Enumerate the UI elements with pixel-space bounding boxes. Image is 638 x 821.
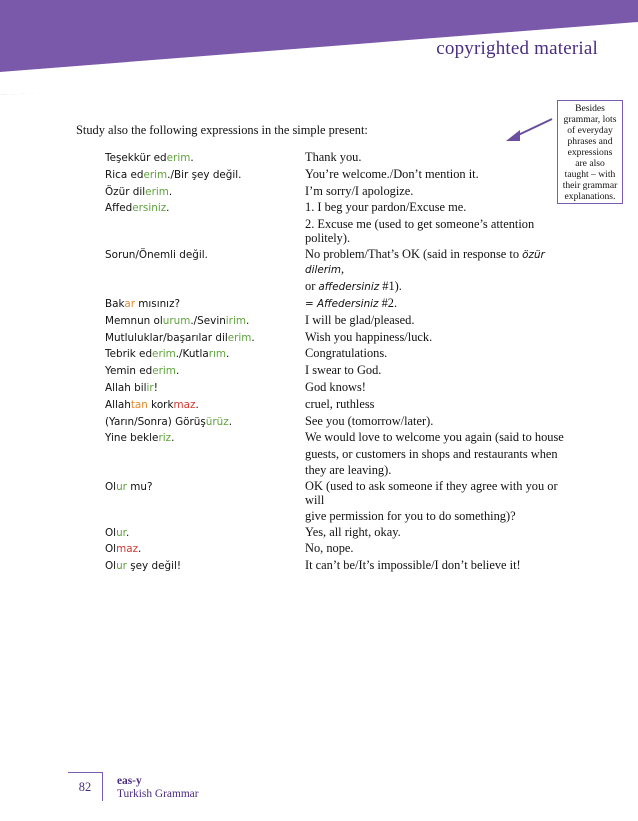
turkish-text: ! (153, 381, 158, 394)
expression-row (105, 525, 575, 540)
english-text: Congratulations. (305, 346, 388, 361)
turkish-expression (105, 430, 305, 445)
turkish-expression (105, 200, 305, 215)
expression-row (105, 447, 575, 461)
english-translation (305, 296, 575, 311)
turkish-text: . (175, 365, 180, 378)
turkish-text: (Yarın/Sonra) Görüş (105, 415, 206, 428)
english-translation (305, 247, 575, 277)
english-translation (305, 200, 575, 215)
turkish-text: . (190, 152, 194, 164)
arrow-icon (500, 115, 556, 145)
english-text: #1). (379, 279, 402, 294)
suffix-highlight: maz (173, 398, 196, 411)
turkish-text: Ol (105, 526, 117, 539)
expression-table (105, 150, 575, 575)
turkish-text: Yine bekle (105, 432, 159, 445)
turkish-expression (105, 279, 305, 294)
english-translation (305, 414, 575, 429)
suffix-highlight: ur (116, 526, 126, 539)
expression-row (105, 541, 575, 556)
turkish-expression (105, 447, 305, 461)
english-translation (305, 397, 575, 412)
turkish-text: Özür dil (105, 185, 146, 198)
expression-row (105, 380, 575, 395)
expression-row (105, 247, 575, 277)
english-translation (305, 167, 575, 182)
suffix-highlight: tan (130, 398, 148, 411)
turkish-text: Tebrik ed (105, 348, 153, 361)
expression-row (105, 463, 575, 477)
english-translation (305, 346, 575, 361)
turkish-text: Mutluluklar/başarılar dil (105, 331, 228, 344)
expression-row (105, 279, 575, 294)
turkish-text: . (125, 526, 130, 539)
suffix-highlight: erim (227, 331, 252, 344)
suffix-highlight: erim (145, 185, 169, 198)
english-text: , (341, 262, 345, 277)
english-translation (305, 380, 575, 395)
turkish-text: Affed (105, 202, 133, 215)
suffix-highlight: ur (116, 560, 127, 573)
expression-row (105, 330, 575, 345)
english-text: 1. I beg your pardon/Excuse me. (305, 200, 467, 215)
english-translation (305, 479, 575, 507)
english-translation (305, 558, 575, 573)
expression-row (105, 397, 575, 412)
copyright-label: copyrighted material (436, 38, 598, 59)
english-text: See you (tomorrow/later). (305, 413, 434, 428)
turkish-text: ./Sevin (190, 314, 226, 327)
english-text: I swear to God. (305, 363, 382, 378)
english-translation (305, 150, 575, 165)
turkish-expression (105, 509, 305, 523)
english-text: No, nope. (305, 541, 354, 556)
side-note-line: phrases and (567, 136, 613, 147)
turkish-text: Ol (105, 543, 117, 556)
english-translation (305, 217, 575, 245)
italic-term: özür dilerim (305, 249, 545, 277)
english-text: We would love to welcome you again (said to house (305, 430, 564, 445)
turkish-text: . (195, 398, 199, 411)
turkish-text: mu? (126, 480, 153, 493)
italic-term: affedersiniz (318, 281, 380, 294)
suffix-highlight: ar (124, 297, 135, 310)
suffix-highlight: erim (166, 152, 191, 164)
expression-row (105, 479, 575, 507)
turkish-expression (105, 479, 305, 507)
expression-row (105, 296, 575, 311)
english-text: God knows! (305, 379, 366, 394)
side-note-line: expressions (567, 147, 613, 158)
expression-row (105, 509, 575, 523)
expression-row (105, 184, 575, 199)
english-translation (305, 541, 575, 556)
suffix-highlight: erim (143, 168, 168, 181)
expression-row (105, 150, 575, 165)
turkish-expression (105, 414, 305, 429)
expression-row (105, 200, 575, 215)
suffix-highlight: ersiniz (132, 202, 167, 215)
suffix-highlight: irim (225, 314, 246, 327)
turkish-expression (105, 380, 305, 395)
english-text: No problem/That’s OK (said in response to (305, 247, 523, 262)
turkish-expression (105, 346, 305, 361)
turkish-text: Yemin ed (105, 365, 153, 378)
expression-row (105, 346, 575, 361)
turkish-text: Rica ed (105, 168, 144, 181)
turkish-text: Sorun/Önemli değil. (105, 249, 208, 262)
english-translation (305, 279, 575, 294)
expression-row (105, 313, 575, 328)
expression-row (105, 217, 575, 245)
english-translation (305, 463, 575, 477)
turkish-text: . (168, 185, 173, 198)
side-note-line: of everyday (567, 125, 613, 136)
turkish-text: şey değil! (126, 560, 182, 573)
turkish-expression (105, 247, 305, 277)
turkish-text: . (228, 415, 233, 428)
turkish-text: . (166, 202, 170, 215)
intro-text: Study also the following expressions in the simple present: (76, 123, 368, 137)
turkish-expression (105, 167, 305, 182)
turkish-text: . (245, 314, 250, 327)
expression-row (105, 558, 575, 573)
english-translation (305, 363, 575, 378)
side-note-line: taught – with (564, 169, 616, 180)
expression-row (105, 167, 575, 182)
turkish-text: Memnun ol (105, 314, 163, 327)
turkish-text: Bak (105, 297, 125, 310)
turkish-expression (105, 397, 305, 412)
side-note-line: explanations. (564, 191, 616, 202)
turkish-text: . (226, 348, 230, 361)
english-translation (305, 330, 575, 345)
side-note-line: Besides (575, 103, 605, 114)
turkish-expression (105, 150, 305, 165)
turkish-expression (105, 184, 305, 199)
turkish-text: Allah (105, 398, 131, 411)
english-text: #2. (378, 295, 398, 310)
turkish-text: Teşekkür ed (105, 152, 167, 164)
side-note-line: grammar, lots (563, 114, 617, 125)
suffix-highlight: urum (162, 314, 191, 327)
english-text: 2. Excuse me (used to get someone’s attention politely). (305, 217, 535, 246)
turkish-text: mısınız? (134, 297, 181, 310)
suffix-highlight: riz (158, 432, 172, 445)
english-translation (305, 184, 575, 199)
english-text: guests, or customers in shops and restaurants when (305, 447, 558, 462)
side-note-line: their grammar (562, 180, 618, 191)
turkish-text: Ol (105, 560, 117, 573)
english-text: I’m sorry/I apologize. (305, 183, 414, 198)
italic-term: = Affedersiniz (305, 297, 379, 310)
turkish-expression (105, 330, 305, 345)
english-text: give permission for you to do something)? (305, 508, 516, 523)
english-text: or (305, 279, 319, 294)
page-number: 82 (68, 772, 103, 801)
expression-row (105, 430, 575, 445)
suffix-highlight: maz (116, 543, 139, 556)
turkish-text: Allah bil (105, 381, 147, 394)
brand-subtitle: Turkish Grammar (117, 788, 199, 800)
suffix-highlight: ur (116, 480, 127, 493)
english-text: It can’t be/It’s impossible/I don’t believe it! (305, 558, 521, 573)
english-translation (305, 525, 575, 540)
english-text: Thank you. (305, 150, 362, 164)
english-text: I will be glad/pleased. (305, 312, 415, 327)
expression-row (105, 363, 575, 378)
english-text: Yes, all right, okay. (305, 524, 401, 539)
expression-row (105, 414, 575, 429)
english-text: Wish you happiness/luck. (305, 329, 433, 344)
turkish-expression (105, 313, 305, 328)
english-translation (305, 447, 575, 461)
english-text: they are leaving). (305, 462, 392, 477)
turkish-expression (105, 558, 305, 573)
english-translation (305, 313, 575, 328)
side-note-line: are also (575, 158, 605, 169)
turkish-text: . (251, 331, 255, 344)
turkish-expression (105, 363, 305, 378)
turkish-text: ./Kutla (175, 348, 209, 361)
suffix-highlight: ir (146, 381, 154, 394)
english-text: OK (used to ask someone if they agree with you or will (305, 478, 558, 507)
turkish-text: . (171, 432, 175, 445)
turkish-text: . (138, 543, 142, 556)
suffix-highlight: rım (208, 348, 227, 361)
turkish-text: kork (147, 398, 174, 411)
turkish-expression (105, 217, 305, 245)
turkish-text: ./Bir şey değil. (167, 168, 242, 181)
brand-name: eas-y (117, 775, 142, 787)
turkish-expression (105, 541, 305, 556)
english-text: cruel, ruthless (305, 396, 375, 411)
english-translation (305, 509, 575, 523)
footer-brand (117, 775, 199, 801)
turkish-expression (105, 463, 305, 477)
turkish-expression (105, 296, 305, 311)
turkish-text: Ol (105, 480, 117, 493)
english-text: You’re welcome./Don’t mention it. (305, 166, 479, 181)
suffix-highlight: erim (152, 365, 176, 378)
suffix-highlight: ürüz (205, 415, 229, 428)
suffix-highlight: erim (152, 348, 176, 361)
english-translation (305, 430, 575, 445)
turkish-expression (105, 525, 305, 540)
